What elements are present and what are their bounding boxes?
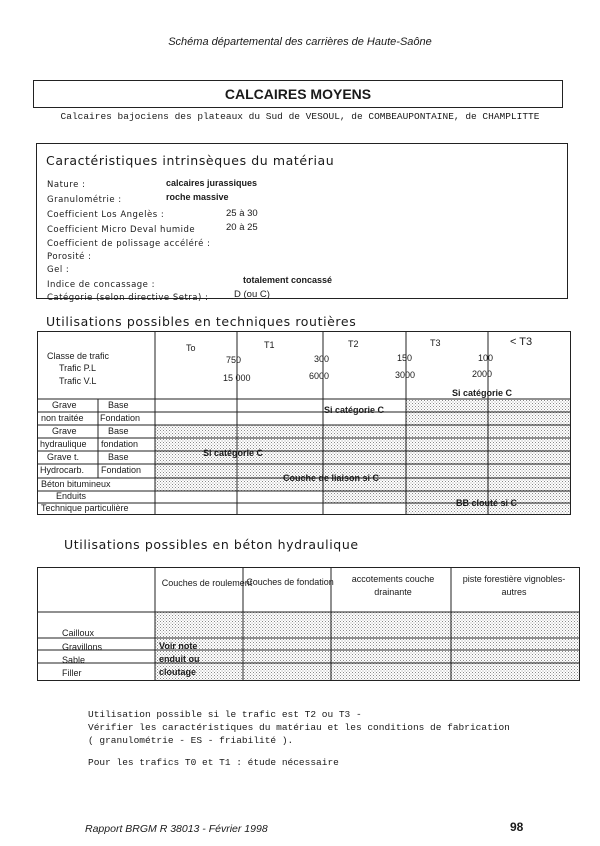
vl-value: 15 000: [223, 373, 251, 383]
characteristics-list: [47, 176, 557, 303]
row-sub-label: Fondation: [101, 465, 142, 475]
note-line: ( granulométrie - ES - friabilité ).: [88, 735, 294, 746]
note-line: Pour les trafics T0 et T1 : étude nécessaire: [88, 757, 339, 768]
beton-col-piste: piste forestière vignobles-autres: [462, 574, 566, 597]
char-label: Granulométrie :: [47, 195, 122, 205]
class-t2: T2: [348, 339, 359, 349]
pl-value: 750: [226, 355, 242, 365]
pl-value: 100: [478, 353, 494, 363]
char-value: totalement concassé: [243, 275, 333, 285]
vl-value: 6000: [309, 371, 330, 381]
beton-row-label: Filler: [62, 668, 82, 678]
row-group-label: non traitée: [41, 413, 84, 423]
note-couche-liaison: Couche de liaison si C: [283, 473, 380, 483]
note-bb-cloute: BB clouté si C: [456, 498, 518, 508]
char-label: Coefficient Micro Deval humide: [47, 225, 196, 235]
row-group-label: Hydrocarb.: [40, 465, 85, 475]
class-lt-t3: < T3: [510, 336, 533, 348]
row-group-label: Technique particulière: [41, 503, 129, 513]
note-si-categorie-top: Si catégorie C: [452, 388, 513, 398]
page-number: 98: [510, 820, 524, 834]
row-group-label: Grave t.: [47, 452, 80, 462]
beton-col-accotements: accotements couche drainante: [351, 574, 435, 597]
char-label: Coefficient de polissage accéléré :: [47, 239, 211, 249]
class-t1: T1: [264, 340, 275, 350]
pl-value: 150: [397, 353, 413, 363]
char-value: D (ou C): [234, 289, 270, 300]
row-sub-label: fondation: [101, 439, 139, 449]
traffic-pl-label: Trafic P.L: [59, 363, 97, 373]
beton-note: Voir note: [159, 641, 198, 651]
beton-heading: Utilisations possibles en béton hydraulique: [64, 537, 359, 552]
beton-col-roulement: Couches de roulement: [161, 578, 253, 588]
class-t3: T3: [430, 338, 441, 348]
row-sub-label: Fondation: [100, 413, 141, 423]
traffic-vl-label: Trafic V.L: [59, 376, 97, 386]
beton-shaded-cells: [155, 612, 579, 680]
beton-col-fondation: Couches de fondation: [246, 577, 334, 587]
beton-row-label: Sable: [62, 655, 86, 665]
char-value: calcaires jurassiques: [166, 178, 258, 188]
page-title: CALCAIRES MOYENS: [224, 86, 372, 102]
subtitle: Calcaires bajociens des plateaux du Sud de VESOUL, de COMBEAUPONTAINE, de CHAMPLITTE: [60, 111, 540, 122]
note-line: Utilisation possible si le trafic est T2 ou T3 -: [88, 709, 362, 720]
char-label: Coefficient Los Angelès :: [47, 210, 165, 220]
title-box: [33, 80, 563, 108]
row-sub-label: Base: [108, 400, 129, 410]
beton-row-label: Cailloux: [62, 628, 95, 638]
beton-note: cloutage: [159, 667, 197, 677]
char-label: Porosité :: [47, 252, 92, 262]
note-si-categorie-t2: Si catégorie C: [324, 405, 385, 415]
row-group-label: Grave: [52, 426, 77, 436]
footer-text: Rapport BRGM R 38013 - Février 1998: [85, 823, 268, 835]
vl-value: 3000: [395, 370, 416, 380]
class-t0: To: [186, 343, 196, 353]
char-label: Catégorie (selon directive Setra) :: [47, 293, 209, 303]
char-value: 25 à 30: [226, 208, 258, 219]
row-group-label: hydraulique: [40, 439, 87, 449]
traffic-class-label: Classe de trafic: [47, 351, 110, 361]
beton-row-label: Gravillons: [62, 642, 103, 652]
row-sub-label: Base: [108, 426, 129, 436]
char-value: 20 à 25: [226, 222, 258, 233]
char-label: Indice de concassage :: [47, 280, 155, 290]
char-label: Gel :: [47, 265, 70, 275]
row-group-label: Grave: [52, 400, 77, 410]
pl-value: 300: [314, 354, 330, 364]
note-si-categorie-gt: Si catégorie C: [203, 448, 264, 458]
beton-note: enduit ou: [159, 654, 200, 664]
note-line: Vérifier les caractéristiques du matériau et les conditions de fabrication: [88, 722, 510, 733]
vl-value: 2000: [472, 369, 493, 379]
char-value: roche massive: [166, 192, 229, 202]
char-label: Nature :: [47, 180, 86, 190]
routes-heading: Utilisations possibles en techniques routières: [46, 314, 357, 329]
document-header: Schéma départemental des carrières de Haute-Saône: [168, 36, 432, 48]
row-group-label: Enduits: [56, 491, 87, 501]
row-sub-label: Base: [108, 452, 129, 462]
row-group-label: Béton bitumineux: [41, 479, 111, 489]
characteristics-heading: Caractéristiques intrinsèques du matériau: [46, 153, 335, 168]
